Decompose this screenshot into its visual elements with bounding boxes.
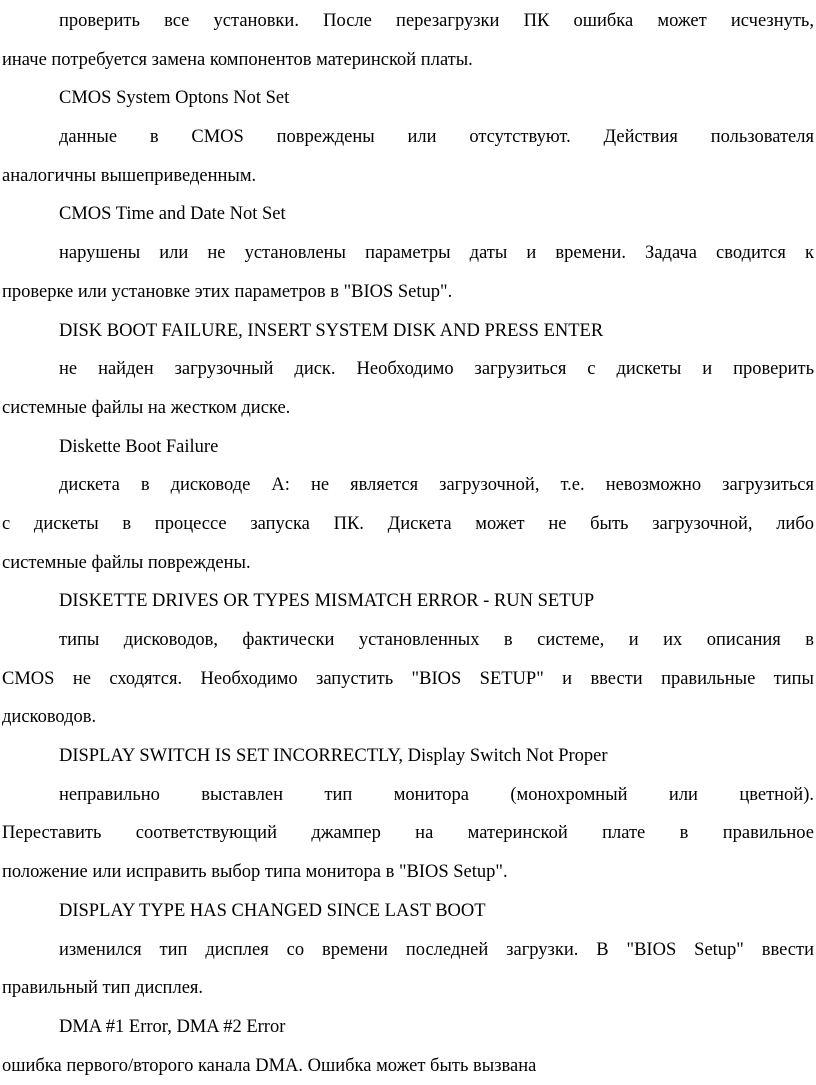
error-heading: CMOS Time and Date Not Set [59,204,286,225]
paragraph-line: CMOS не сходятся. Необходимо запустить "BIOS SETUP" и ввести правильные типы [2,668,814,689]
paragraph-line: дискета в дисководе А: не является загрузочной, т.е. невозможно загрузиться [59,475,814,496]
paragraph-line: не найден загрузочный диск. Необходимо загрузиться с дискеты и проверить [59,359,814,380]
paragraph-line: проверить все установки. После перезагрузки ПК ошибка может исчезнуть, [59,11,814,31]
paragraph-line: правильный тип дисплея. [2,978,204,999]
paragraph-line: типы дисководов, фактически установленных в системе, и их описания в [59,630,814,650]
paragraph-line: данные в CMOS повреждены или отсутствуют. Действия пользователя [59,127,814,148]
paragraph-line: системные файлы повреждены. [2,552,251,573]
paragraph-line: нарушены или не установлены параметры даты и времени. Задача сводится к [59,243,814,264]
paragraph-line: изменился тип дисплея со времени последней загрузки. В "BIOS Setup" ввести [59,939,814,960]
paragraph-line: ошибка первого/второго канала DMA. Ошибка может быть вызвана [2,1055,537,1076]
paragraph-line: проверке или установке этих параметров в "BIOS Setup". [2,281,453,302]
error-heading: DISPLAY SWITCH IS SET INCORRECTLY, Display Switch Not Proper [59,746,608,767]
paragraph-line: положение или исправить выбор типа монитора в "BIOS Setup". [2,862,508,883]
paragraph-line: аналогичны вышеприведенным. [2,165,257,186]
paragraph-line: иначе потребуется замена компонентов материнской платы. [2,49,473,70]
error-heading: DISKETTE DRIVES OR TYPES MISMATCH ERROR - RUN SETUP [59,591,595,612]
paragraph-line: с дискеты в процессе запуска ПК. Дискета может не быть загрузочной, либо [2,513,814,534]
error-heading: DISK BOOT FAILURE, INSERT SYSTEM DISK AND PRESS ENTER [59,320,604,341]
paragraph-line: Переставить соответствующий джампер на материнской плате в правильное [2,823,814,844]
error-heading: CMOS System Optons Not Set [59,88,290,109]
paragraph-line: системные файлы на жестком диске. [2,397,291,418]
error-heading: DISPLAY TYPE HAS CHANGED SINCE LAST BOOT [59,900,486,921]
paragraph-line: дисководов. [2,707,97,728]
paragraph-line: неправильно выставлен тип монитора (монохромный или цветной). [59,784,814,805]
error-heading: DMA #1 Error, DMA #2 Error [59,1016,286,1037]
error-heading: Diskette Boot Failure [59,436,219,457]
